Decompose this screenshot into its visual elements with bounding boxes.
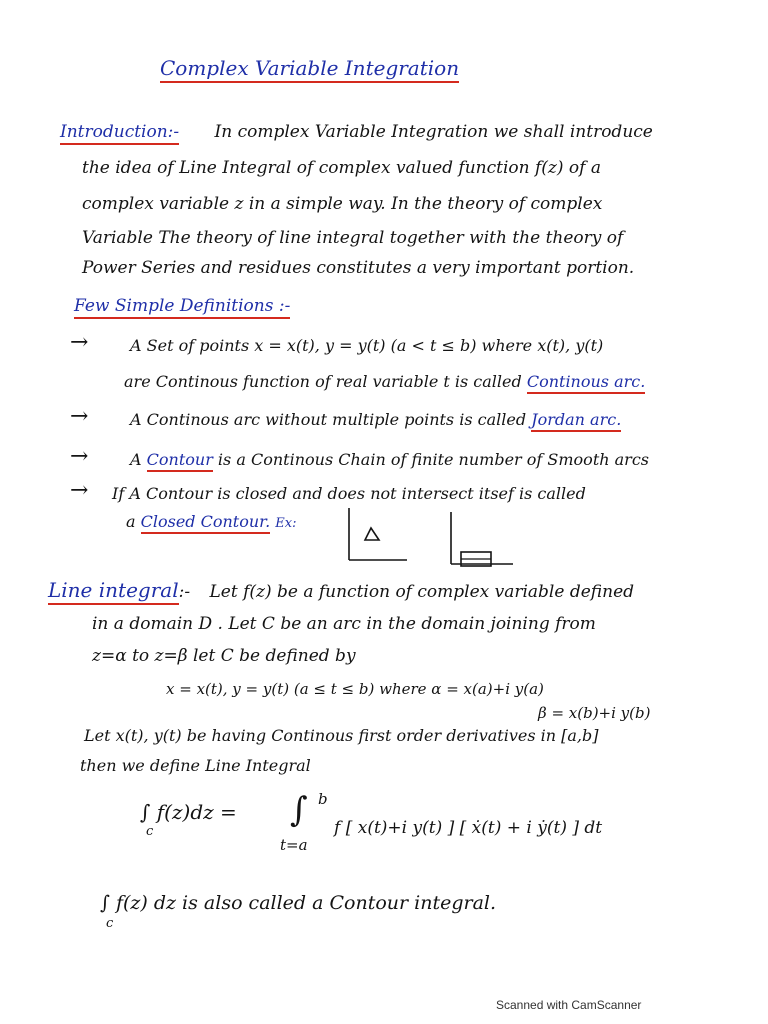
intro-text-0: In complex Variable Integration we shall introduce — [214, 122, 653, 142]
def4-pre: a — [126, 512, 141, 531]
param-equation: x = x(t), y = y(t) (a ≤ t ≤ b) where α = x(a)+i y(a) — [166, 680, 544, 698]
intro-line-2: the idea of Line Integral of complex valued function f(z) of a — [82, 158, 601, 178]
def2-line — [130, 410, 621, 429]
line-integral-line-2: in a domain D . Let C be an arc in the domain joining from — [92, 614, 596, 634]
arrow-icon: → — [70, 404, 89, 429]
def4-ex: Ex: — [275, 516, 297, 531]
def1-term: Continous arc. — [527, 372, 646, 394]
closed-contour-sketch — [335, 500, 515, 580]
def2-term: Jordan arc. — [531, 410, 621, 432]
contour-integral-line: ∫ f(z) dz is also called a Contour integral. — [100, 892, 497, 914]
formula-upper: b — [318, 790, 328, 808]
definitions-heading-text: Few Simple Definitions :- — [74, 296, 290, 319]
intro-line-3: complex variable z in a simple way. In the theory of complex — [82, 194, 603, 214]
intro-line-4: Variable The theory of line integral together with the theory of — [82, 228, 624, 248]
formula-lhs-sub: c — [146, 824, 154, 839]
def3-pre: A — [130, 450, 147, 469]
deriv-line-1: Let x(t), y(t) be having Continous first order derivatives in [a,b] — [84, 726, 599, 745]
intro-line-5: Power Series and residues constitutes a very important portion. — [82, 258, 635, 278]
def1-line2-text: are Continous function of real variable t is called — [124, 372, 527, 391]
intro-heading: Introduction:- — [60, 122, 179, 145]
def4-line2 — [126, 512, 296, 531]
def2-text: A Continous arc without multiple points is called — [130, 410, 532, 429]
line-integral-line-3: z=α to z=β let C be defined by — [92, 646, 356, 666]
intro-line-1 — [60, 122, 653, 142]
formula-integral: ∫ — [290, 790, 308, 830]
formula-lhs: ∫ f(z)dz = — [140, 800, 237, 824]
line-integral-heading: Line integral — [48, 578, 179, 605]
page-title — [160, 56, 459, 80]
formula-rhs: f [ x(t)+i y(t) ] [ ẋ(t) + i ẏ(t) ] dt — [334, 818, 603, 838]
def4-term: Closed Contour. — [141, 512, 271, 534]
formula-lower: t=a — [280, 836, 308, 854]
scanner-footer: Scanned with CamScanner — [496, 998, 642, 1012]
definitions-heading — [74, 296, 290, 316]
line-integral-line-1 — [48, 578, 634, 602]
arrow-icon: → — [70, 330, 89, 355]
def1-line1: A Set of points x = x(t), y = y(t) (a < t ≤ b) where x(t), y(t) — [130, 336, 604, 355]
contour-integral-sub: c — [106, 916, 114, 931]
param-equation-2: β = x(b)+i y(b) — [538, 704, 651, 722]
arrow-icon: → — [70, 478, 89, 503]
def4-line1: If A Contour is closed and does not intersect itsef is called — [112, 484, 586, 503]
line-integral-text-0: Let f(z) be a function of complex variable defined — [209, 582, 635, 602]
def3-term: Contour — [147, 450, 213, 472]
def3-post: is a Continous Chain of finite number of Smooth arcs — [212, 450, 649, 469]
arrow-icon: → — [70, 444, 89, 469]
def3-line — [130, 450, 649, 469]
page-title-text: Complex Variable Integration — [160, 56, 459, 83]
line-integral-heading-suffix: :- — [178, 582, 191, 602]
deriv-line-2: then we define Line Integral — [80, 756, 311, 775]
def1-line2 — [124, 372, 645, 391]
